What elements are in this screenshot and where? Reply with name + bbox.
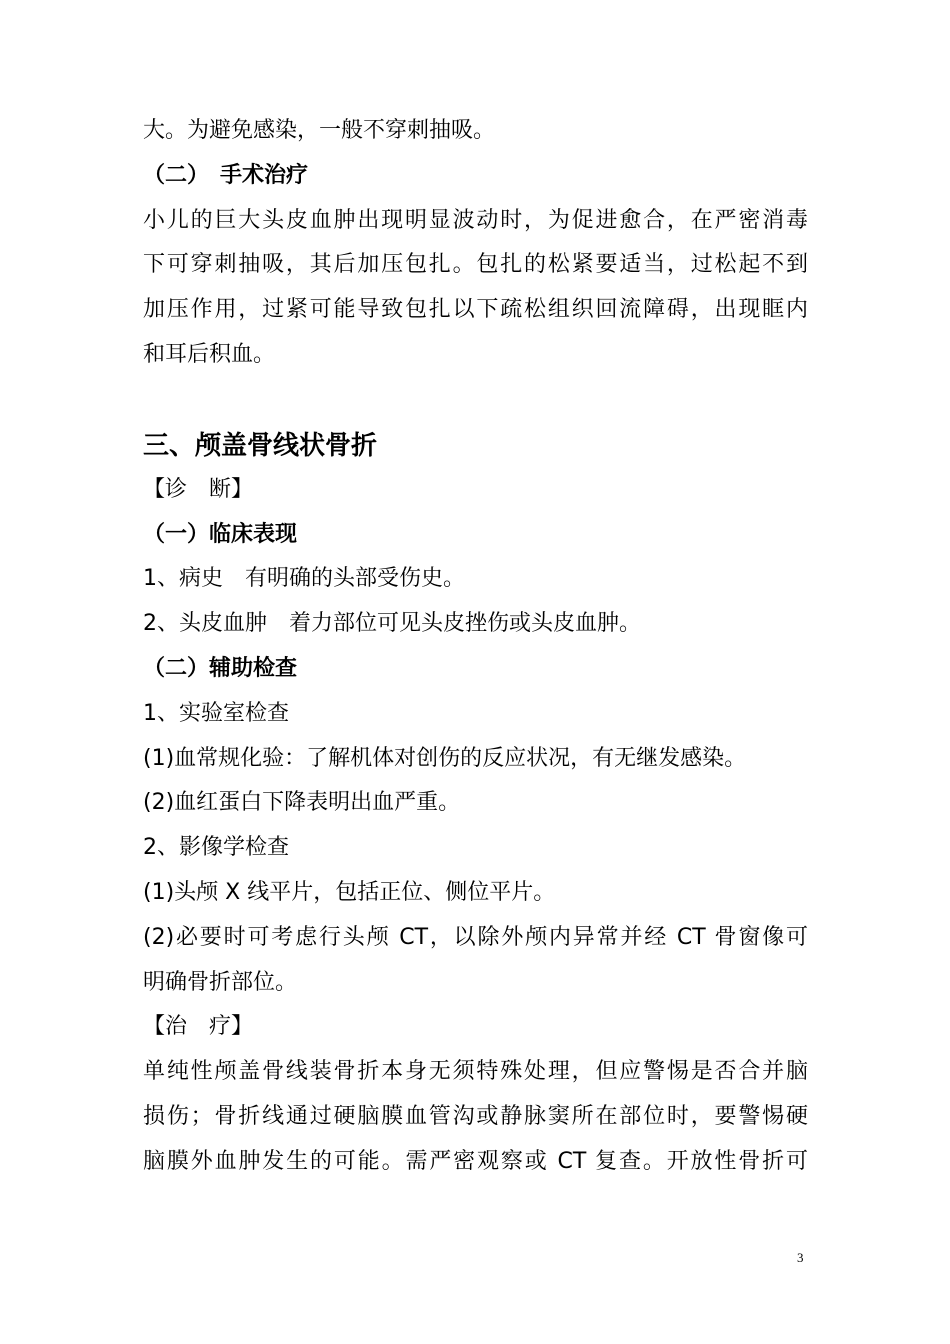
paragraph-line: 大。为避免感染，一般不穿刺抽吸。 xyxy=(143,118,496,143)
list-item: 2、头皮血肿 着力部位可见头皮挫伤或头皮血肿。 xyxy=(143,611,641,637)
list-item: (2)血红蛋白下降表明出血严重。 xyxy=(143,790,461,816)
section-title: 三、颅盖骨线状骨折 xyxy=(143,430,378,461)
paragraph-line: 加压作用，过紧可能导致包扎以下疏松组织回流障碍，出现眶内 xyxy=(143,297,808,323)
paragraph-line: 下可穿刺抽吸，其后加压包扎。包扎的松紧要适当，过松起不到 xyxy=(143,252,808,278)
page-number: 3 xyxy=(797,1250,804,1265)
subheading-surgery: （二） 手术治疗 xyxy=(143,162,309,188)
subheading-clinical: （一）临床表现 xyxy=(143,521,298,547)
list-item: 明确骨折部位。 xyxy=(143,969,298,995)
paragraph-line: 损伤；骨折线通过硬脑膜血管沟或静脉窦所在部位时，要警惕硬 xyxy=(143,1103,808,1129)
paragraph-line: 脑膜外血肿发生的可能。需严密观察或 CT 复查。开放性骨折可 xyxy=(143,1148,808,1174)
diagnosis-label: 【诊 断】 xyxy=(143,476,254,502)
list-item: (1)血常规化验：了解机体对创伤的反应状况，有无继发感染。 xyxy=(143,745,747,771)
subheading-auxiliary: （二）辅助检查 xyxy=(143,655,298,681)
page-content xyxy=(143,109,808,1185)
list-item: (2)必要时可考虑行头颅 CT，以除外颅内异常并经 CT 骨窗像可 xyxy=(143,924,808,950)
treatment-label: 【治 疗】 xyxy=(143,1014,254,1040)
paragraph-line: 和耳后积血。 xyxy=(143,341,276,367)
list-item: 1、病史 有明确的头部受伤史。 xyxy=(143,566,465,592)
imaging-heading: 2、影像学检查 xyxy=(143,835,289,861)
lab-heading: 1、实验室检查 xyxy=(143,700,289,726)
paragraph-line: 单纯性颅盖骨线装骨折本身无须特殊处理，但应警惕是否合并脑 xyxy=(143,1059,808,1085)
paragraph-line: 小儿的巨大头皮血肿出现明显波动时，为促进愈合，在严密消毒 xyxy=(143,207,808,233)
list-item: (1)头颅 X 线平片，包括正位、侧位平片。 xyxy=(143,879,556,905)
